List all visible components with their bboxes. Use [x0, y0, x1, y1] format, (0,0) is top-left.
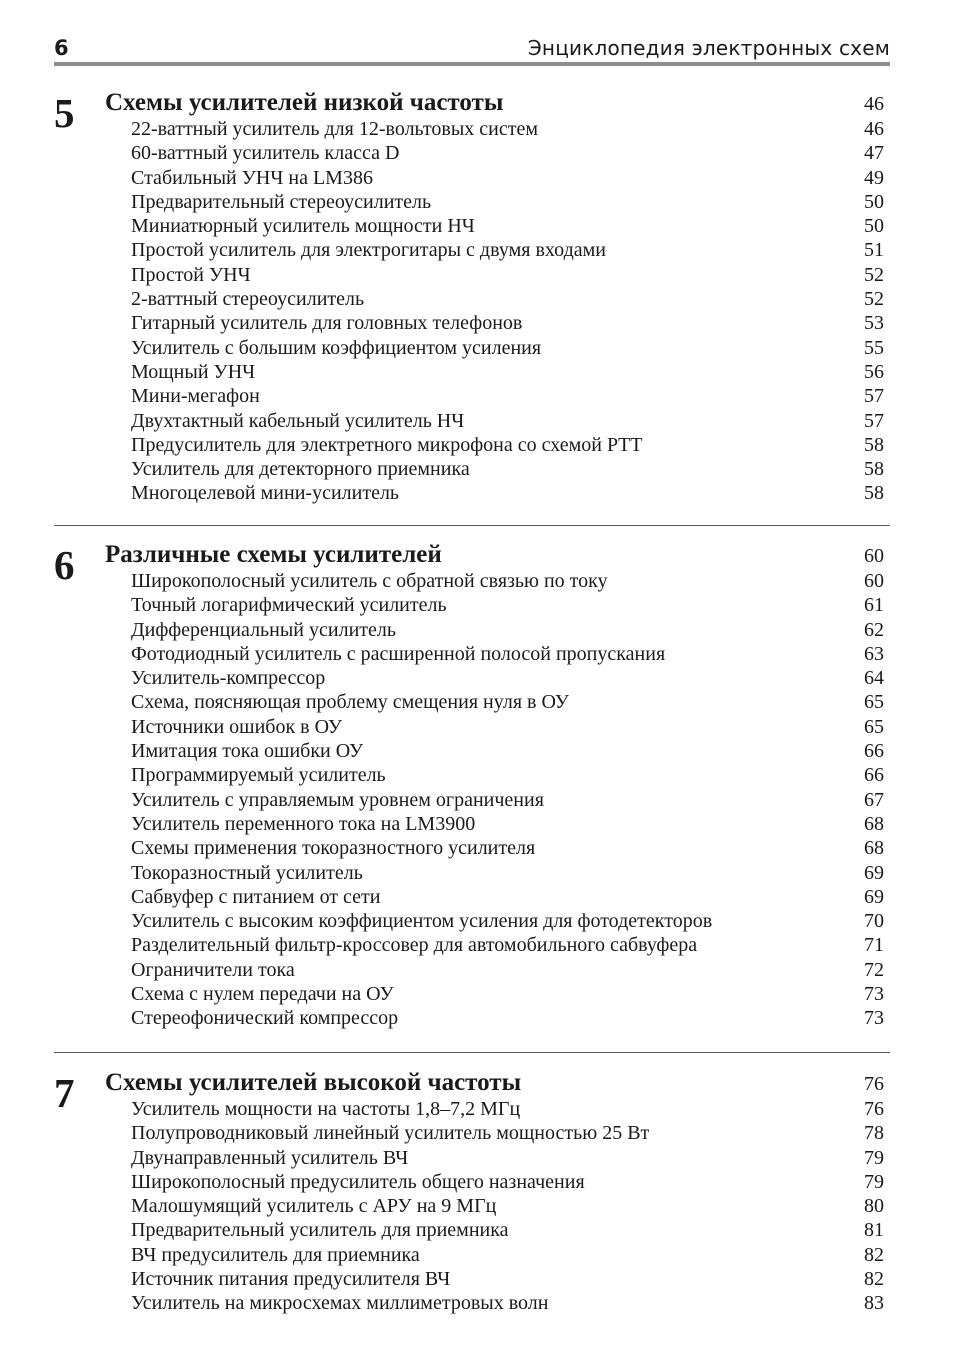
toc-entry-title: Двухтактный кабельный усилитель НЧ: [131, 409, 465, 432]
toc-entry-title: Источники ошибок в ОУ: [131, 715, 343, 738]
toc-entry[interactable]: [131, 982, 890, 1006]
toc-entry[interactable]: [131, 1146, 890, 1170]
toc-entry-title: Усилитель для детекторного приемника: [131, 458, 470, 481]
toc-entry[interactable]: [131, 457, 890, 481]
toc-entry[interactable]: [131, 642, 890, 666]
toc-entry[interactable]: [131, 933, 890, 957]
toc-entry[interactable]: [131, 214, 890, 238]
toc-entry-title: Стереофонический компрессор: [131, 1007, 399, 1030]
toc-entry-title: Гитарный усилитель для головных телефонов: [131, 312, 523, 335]
toc-entry[interactable]: [131, 666, 890, 690]
toc-entry[interactable]: [131, 788, 890, 812]
toc-entry-title: Предусилитель для электретного микрофона со схемой PTT: [131, 433, 643, 456]
toc-entry-title: Фотодиодный усилитель с расширенной полосой пропускания: [131, 642, 666, 665]
toc-entry-title: Схема, поясняющая проблему смещения нуля в ОУ: [131, 691, 569, 714]
toc-entry-page: 65: [864, 691, 884, 714]
chapter-title: Схемы усилителей низкой частоты: [105, 89, 504, 116]
toc-entry-title: Программируемый усилитель: [131, 764, 386, 787]
toc-entry-page: 55: [864, 336, 884, 359]
toc-entry[interactable]: [131, 190, 890, 214]
toc-entry[interactable]: [131, 1006, 890, 1030]
toc-entry-page: 79: [864, 1170, 884, 1193]
toc-entry[interactable]: [131, 287, 890, 311]
toc-entry-title: Усилитель-компрессор: [131, 667, 326, 690]
toc-entry-page: 76: [864, 1098, 884, 1120]
toc-entry[interactable]: [131, 1097, 890, 1121]
book-title: Энциклопедия электронных схем: [527, 36, 890, 60]
toc-entry-title: Ограничители тока: [131, 958, 295, 981]
toc-entry[interactable]: [131, 739, 890, 763]
toc-entry-page: 52: [864, 263, 884, 286]
chapter-heading[interactable]: [105, 540, 890, 570]
toc-entry-page: 80: [864, 1195, 884, 1218]
toc-entry-page: 79: [864, 1146, 884, 1169]
toc-entry-page: 60: [864, 570, 884, 592]
toc-entry[interactable]: [131, 1121, 890, 1145]
toc-entry[interactable]: [131, 384, 890, 408]
toc-entry[interactable]: [131, 1291, 890, 1315]
toc-entry[interactable]: [131, 141, 890, 165]
toc-entry-title: Широкополосный усилитель с обратной связью по току: [131, 570, 608, 592]
toc-entry-title: Малошумящий усилитель с АРУ на 9 МГц: [131, 1195, 497, 1218]
toc-entry-page: 66: [864, 764, 884, 787]
toc-entry-page: 66: [864, 740, 884, 763]
toc-entry-page: 49: [864, 166, 884, 189]
toc-entry-title: Стабильный УНЧ на LM386: [131, 166, 373, 189]
page-header: [54, 32, 890, 66]
chapter-divider: [54, 1052, 890, 1053]
toc-entry-page: 68: [864, 812, 884, 835]
toc-entry-page: 61: [864, 594, 884, 617]
toc-entry-page: 47: [864, 142, 884, 165]
toc-entry-page: 73: [864, 1007, 884, 1030]
toc-entry-page: 50: [864, 215, 884, 238]
toc-entry-title: Полупроводниковый линейный усилитель мощностью 25 Вт: [131, 1122, 650, 1145]
chapter-number: 5: [54, 90, 75, 136]
toc-entry-title: Широкополосный предусилитель общего назначения: [131, 1170, 585, 1193]
toc-entry-title: Миниатюрный усилитель мощности НЧ: [131, 215, 475, 238]
toc-entry[interactable]: [131, 812, 890, 836]
toc-entry[interactable]: [131, 1194, 890, 1218]
toc-entry[interactable]: [131, 593, 890, 617]
toc-entry-page: 71: [864, 934, 884, 957]
page-number: 6: [54, 36, 69, 60]
toc-entry[interactable]: [131, 238, 890, 262]
toc-entry[interactable]: [131, 311, 890, 335]
toc-entry-page: 57: [864, 385, 884, 408]
toc-entry-page: 56: [864, 360, 884, 383]
toc-entry-title: 60-ваттный усилитель класса D: [131, 142, 400, 165]
toc-entry-page: 73: [864, 983, 884, 1006]
toc-entry-list: [131, 569, 890, 1031]
toc-entry-page: 64: [864, 667, 884, 690]
toc-entry-page: 69: [864, 861, 884, 884]
toc-entry-title: 22-ваттный усилитель для 12-вольтовых систем: [131, 118, 538, 140]
toc-entry[interactable]: [131, 618, 890, 642]
toc-entry-page: 58: [864, 482, 884, 505]
toc-entry[interactable]: [131, 569, 890, 593]
toc-entry-title: Усилитель с большим коэффициентом усиления: [131, 336, 542, 359]
chapter-heading[interactable]: [105, 88, 890, 118]
toc-entry-list: [131, 117, 890, 506]
chapter-page-number: 46: [864, 93, 884, 115]
toc-entry[interactable]: [131, 836, 890, 860]
toc-entry[interactable]: [131, 715, 890, 739]
toc-entry-list: [131, 1097, 890, 1316]
toc-entry-page: 51: [864, 239, 884, 262]
toc-entry-page: 82: [864, 1268, 884, 1291]
toc-entry-page: 67: [864, 788, 884, 811]
toc-entry-title: 2-ваттный стереоусилитель: [131, 288, 365, 311]
toc-entry[interactable]: [131, 885, 890, 909]
toc-entry-page: 68: [864, 837, 884, 860]
toc-entry[interactable]: [131, 336, 890, 360]
toc-entry-title: Схемы применения токоразностного усилителя: [131, 837, 536, 860]
toc-entry-title: Простой усилитель для электрогитары с двумя входами: [131, 239, 606, 262]
toc-entry-page: 69: [864, 885, 884, 908]
toc-entry[interactable]: [131, 1218, 890, 1242]
toc-entry[interactable]: [131, 690, 890, 714]
toc-entry[interactable]: [131, 409, 890, 433]
toc-entry[interactable]: [131, 433, 890, 457]
toc-entry-page: 57: [864, 409, 884, 432]
toc-entry-title: Усилитель мощности на частоты 1,8–7,2 МГц: [131, 1098, 521, 1120]
toc-entry-title: Предварительный стереоусилитель: [131, 190, 432, 213]
toc-entry-page: 82: [864, 1243, 884, 1266]
toc-entry-page: 70: [864, 910, 884, 933]
toc-entry-title: Токоразностный усилитель: [131, 861, 363, 884]
toc-entry[interactable]: [131, 1243, 890, 1267]
toc-entry-title: Усилитель на микросхемах миллиметровых волн: [131, 1292, 549, 1315]
toc-entry-page: 65: [864, 715, 884, 738]
chapter-divider: [54, 525, 890, 526]
toc-entry-title: Схема с нулем передачи на ОУ: [131, 983, 394, 1006]
chapter-number: 6: [54, 542, 75, 588]
toc-entry[interactable]: [131, 861, 890, 885]
toc-entry-title: Предварительный усилитель для приемника: [131, 1219, 509, 1242]
toc-entry-title: Источник питания предусилителя ВЧ: [131, 1268, 451, 1291]
toc-entry-page: 63: [864, 642, 884, 665]
toc-entry[interactable]: [131, 763, 890, 787]
toc-entry-title: Усилитель с управляемым уровнем ограничения: [131, 788, 544, 811]
toc-entry[interactable]: [131, 117, 890, 141]
toc-entry-page: 81: [864, 1219, 884, 1242]
toc-entry-title: Простой УНЧ: [131, 263, 251, 286]
toc-entry-title: Разделительный фильтр-кроссовер для автомобильного сабвуфера: [131, 934, 698, 957]
toc-entry-title: Усилитель переменного тока на LM3900: [131, 812, 476, 835]
toc-entry-title: ВЧ предусилитель для приемника: [131, 1243, 420, 1266]
header-rule: [54, 62, 890, 66]
toc-entry-page: 58: [864, 458, 884, 481]
toc-entry-page: 72: [864, 958, 884, 981]
toc-entry-page: 46: [864, 118, 884, 140]
toc-entry[interactable]: [131, 1267, 890, 1291]
chapter-heading[interactable]: [105, 1068, 890, 1098]
chapter-title: Схемы усилителей высокой частоты: [105, 1069, 522, 1096]
toc-entry[interactable]: [131, 958, 890, 982]
chapter-page-number: 60: [864, 545, 884, 567]
toc-entry[interactable]: [131, 1170, 890, 1194]
toc-entry-page: 53: [864, 312, 884, 335]
toc-entry-page: 50: [864, 190, 884, 213]
toc-entry-title: Точный логарифмический усилитель: [131, 594, 447, 617]
toc-entry[interactable]: [131, 481, 890, 505]
toc-entry-title: Сабвуфер с питанием от сети: [131, 885, 381, 908]
toc-entry-title: Двунаправленный усилитель ВЧ: [131, 1146, 409, 1169]
toc-entry[interactable]: [131, 909, 890, 933]
toc-entry-page: 58: [864, 433, 884, 456]
chapter-page-number: 76: [864, 1073, 884, 1095]
toc-entry[interactable]: [131, 166, 890, 190]
toc-entry-title: Усилитель с высоким коэффициентом усиления для фотодетекторов: [131, 910, 713, 933]
toc-entry-page: 78: [864, 1122, 884, 1145]
toc-entry[interactable]: [131, 360, 890, 384]
toc-entry-page: 52: [864, 288, 884, 311]
toc-entry-title: Многоцелевой мини-усилитель: [131, 482, 400, 505]
chapter-number: 7: [54, 1070, 75, 1116]
toc-entry-page: 83: [864, 1292, 884, 1315]
toc-entry-title: Мощный УНЧ: [131, 360, 256, 383]
toc-entry-title: Мини-мегафон: [131, 385, 260, 408]
chapter-title: Различные схемы усилителей: [105, 541, 442, 568]
toc-entry[interactable]: [131, 263, 890, 287]
toc-entry-page: 62: [864, 618, 884, 641]
toc-entry-title: Дифференциальный усилитель: [131, 618, 396, 641]
toc-entry-title: Имитация тока ошибки ОУ: [131, 740, 364, 763]
